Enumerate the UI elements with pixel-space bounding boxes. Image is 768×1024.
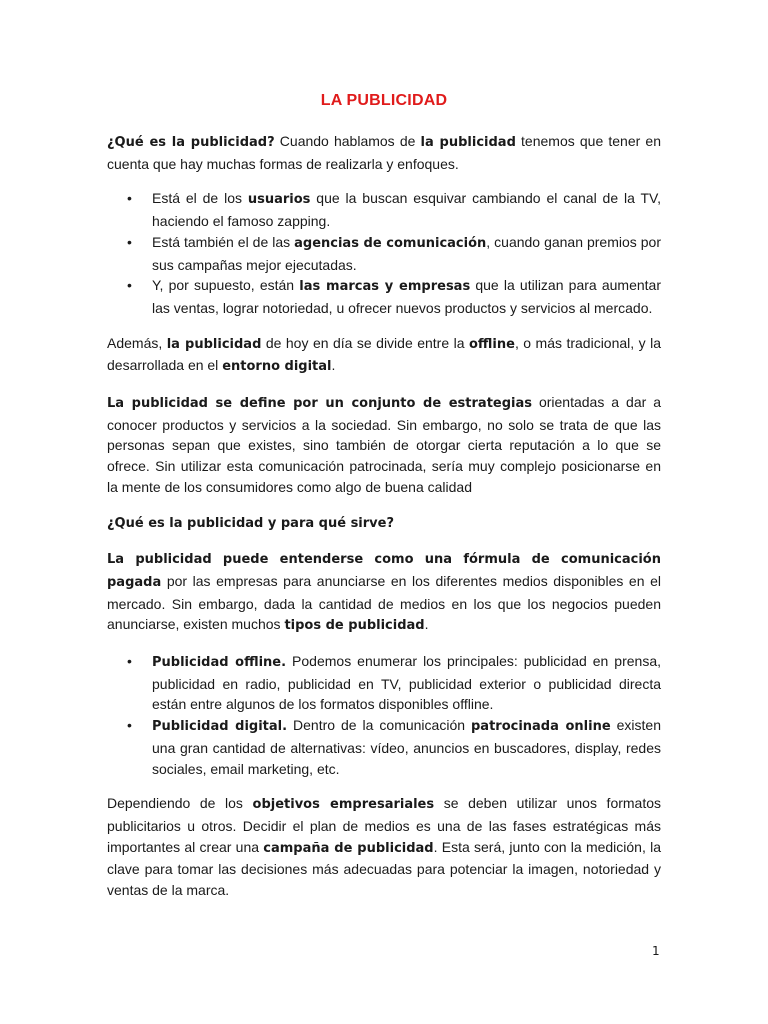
bold-text: offline [468, 336, 515, 352]
paragraph-objectives [107, 793, 661, 901]
text: por las empresas para anunciarse en los diferentes medios disponibles en el mercado. Sin embargo, dada la cantidad de medios en los que los negocios pueden anunciarse, existen muchos [107, 572, 661, 633]
text: . [331, 357, 336, 374]
document-title: LA PUBLICIDAD [320, 92, 448, 109]
bold-text: la publicidad [166, 336, 262, 352]
text: . Esta será, junto con la medición, la clave para tomar las decisiones más adecuadas para potenciar la imagen, notoriedad y ventas de la marca. [107, 838, 661, 899]
bullet-icon: • [127, 717, 132, 734]
text: se deben utilizar unos formatos publicitarios u otros. Decidir el plan de medios es una de las fases estratégicas más importantes al crear una [107, 795, 662, 855]
text: Dentro de la comunicación [287, 717, 471, 734]
bold-text: Publicidad offline. [152, 655, 287, 671]
bullet-list-types [107, 651, 661, 779]
list-item [107, 651, 661, 715]
text: que la utilizan para aumentar las ventas, lograr notoriedad, u ofrecer nuevos productos y servicios al mercado. [152, 277, 661, 316]
bold-text: tipos de publicidad [284, 618, 425, 634]
text: Podemos enumerar los principales: publicidad en prensa, publicidad en radio, publicidad en TV, publicidad exterior o publicidad directa están entre algunos de los formatos disponibles offline. [152, 653, 661, 713]
bold-text: Publicidad digital. [152, 719, 288, 735]
bold-text: objetivos empresariales [252, 797, 435, 813]
bold-text: las marcas y empresas [299, 279, 471, 295]
bold-text: agencias de comunicación [294, 235, 487, 251]
text: , o más tradicional, y la desarrollada en el [107, 334, 661, 374]
text: Además, [107, 334, 167, 351]
list-item [107, 715, 661, 779]
text: existen una gran cantidad de alternativas: vídeo, anuncios en buscadores, display, redes sociales, email marketing, etc. [152, 717, 661, 777]
bold-text: La publicidad se define por un conjunto de estrategias [107, 396, 533, 412]
text: Está también el de las [152, 233, 295, 250]
bullet-icon: • [127, 233, 132, 250]
paragraph-intro [107, 131, 661, 174]
text: Y, por supuesto, están [152, 277, 300, 294]
text: Dependiendo de los [107, 795, 253, 812]
bold-text: ¿Qué es la publicidad? [107, 135, 275, 150]
list-item [107, 275, 661, 318]
bold-text: usuarios [247, 192, 311, 208]
page-number: 1 [652, 944, 660, 958]
section-heading [107, 512, 661, 535]
paragraph-paid-communication [107, 548, 661, 637]
text: orientadas a dar a conocer productos y servicios a la sociedad. Sin embargo, no solo se trata de que las personas sepan que existes, sino también de otorgar cierta reputación a lo que se ofrece. Sin utilizar esta comunicación patrocinada, sería muy complejo posicionarse en la mente de los consumidores como algo de buena calidad [107, 394, 662, 495]
text: . [424, 616, 429, 633]
list-item [107, 188, 661, 231]
text: que la buscan esquivar cambiando el canal de la TV, haciendo el famoso zapping. [152, 190, 661, 230]
bold-text: patrocinada online [470, 719, 611, 735]
heading-text: ¿Qué es la publicidad y para qué sirve? [107, 515, 395, 531]
paragraph-offline-digital [107, 333, 661, 378]
text: , cuando ganan premios por sus campañas mejor ejecutadas. [152, 233, 661, 273]
text: Cuando hablamos de [274, 133, 421, 149]
bullet-list-perspectives [107, 188, 661, 318]
text: Está el de los [152, 190, 248, 207]
bullet-icon: • [127, 190, 132, 207]
bold-text: La publicidad puede entenderse como una fórmula de comunicación pagada [107, 552, 661, 590]
bold-text: campaña de publicidad [263, 840, 434, 856]
bullet-icon: • [127, 653, 132, 670]
paragraph-definition [107, 392, 661, 498]
list-item [107, 232, 661, 275]
document-body [107, 92, 661, 901]
bold-text: entorno digital [222, 359, 332, 375]
text: de hoy en día se divide entre la [261, 334, 469, 351]
bullet-icon: • [127, 277, 132, 294]
bold-text: la publicidad [420, 135, 516, 150]
text: tenemos que tener en cuenta que hay muchas formas de realizarla y enfoques. [107, 133, 661, 172]
